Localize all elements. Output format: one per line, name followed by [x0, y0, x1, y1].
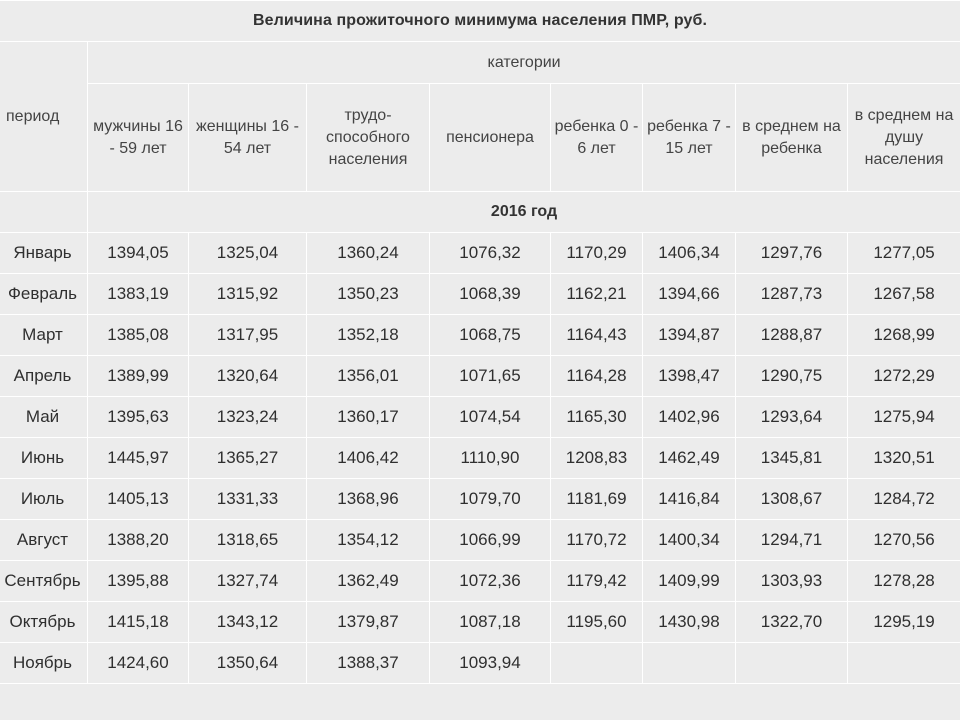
value-cell: 1071,65 — [430, 356, 551, 397]
value-cell: 1322,70 — [736, 602, 848, 643]
table-row — [0, 315, 960, 356]
value-cell: 1074,54 — [430, 397, 551, 438]
value-cell: 1352,18 — [307, 315, 430, 356]
column-header-child-7-15: ребенка 7 - 15 лет — [643, 84, 736, 192]
value-cell: 1405,13 — [88, 479, 189, 520]
value-cell: 1072,36 — [430, 561, 551, 602]
column-header-avg-child: в среднем на ребенка — [736, 84, 848, 192]
month-cell: Февраль — [0, 274, 88, 315]
year-label: 2016 год — [88, 192, 960, 233]
value-cell: 1415,18 — [88, 602, 189, 643]
value-cell: 1170,72 — [551, 520, 643, 561]
column-header-working-age: трудо-способного населения — [307, 84, 430, 192]
value-cell: 1445,97 — [88, 438, 189, 479]
value-cell: 1110,90 — [430, 438, 551, 479]
month-cell: Август — [0, 520, 88, 561]
value-cell: 1208,83 — [551, 438, 643, 479]
value-cell: 1388,37 — [307, 643, 430, 684]
month-cell: Январь — [0, 233, 88, 274]
value-cell: 1275,94 — [848, 397, 960, 438]
value-cell: 1268,99 — [848, 315, 960, 356]
value-cell: 1394,05 — [88, 233, 189, 274]
table-row — [0, 479, 960, 520]
value-cell — [736, 643, 848, 684]
value-cell: 1395,88 — [88, 561, 189, 602]
value-cell: 1462,49 — [643, 438, 736, 479]
value-cell: 1287,73 — [736, 274, 848, 315]
value-cell: 1068,75 — [430, 315, 551, 356]
value-cell: 1398,47 — [643, 356, 736, 397]
table-row — [0, 438, 960, 479]
value-cell: 1379,87 — [307, 602, 430, 643]
value-cell: 1076,32 — [430, 233, 551, 274]
value-cell: 1165,30 — [551, 397, 643, 438]
value-cell: 1087,18 — [430, 602, 551, 643]
month-cell: Июнь — [0, 438, 88, 479]
value-cell: 1365,27 — [189, 438, 307, 479]
value-cell: 1388,20 — [88, 520, 189, 561]
value-cell: 1164,28 — [551, 356, 643, 397]
value-cell: 1394,87 — [643, 315, 736, 356]
value-cell: 1272,29 — [848, 356, 960, 397]
value-cell: 1170,29 — [551, 233, 643, 274]
value-cell: 1181,69 — [551, 479, 643, 520]
value-cell: 1195,60 — [551, 602, 643, 643]
table-title: Величина прожиточного минимума населения ПМР, руб. — [0, 1, 960, 42]
column-header-women: женщины 16 - 54 лет — [189, 84, 307, 192]
value-cell: 1297,76 — [736, 233, 848, 274]
period-header: период — [0, 42, 88, 192]
value-cell: 1327,74 — [189, 561, 307, 602]
value-cell: 1354,12 — [307, 520, 430, 561]
categories-header: категории — [88, 42, 960, 84]
value-cell: 1356,01 — [307, 356, 430, 397]
value-cell: 1350,64 — [189, 643, 307, 684]
value-cell: 1395,63 — [88, 397, 189, 438]
value-cell: 1416,84 — [643, 479, 736, 520]
value-cell: 1308,67 — [736, 479, 848, 520]
value-cell: 1325,04 — [189, 233, 307, 274]
table-row — [0, 602, 960, 643]
value-cell: 1323,24 — [189, 397, 307, 438]
value-cell: 1394,66 — [643, 274, 736, 315]
table-row — [0, 356, 960, 397]
value-cell: 1066,99 — [430, 520, 551, 561]
value-cell: 1295,19 — [848, 602, 960, 643]
column-header-child-0-6: ребенка 0 - 6 лет — [551, 84, 643, 192]
value-cell: 1288,87 — [736, 315, 848, 356]
value-cell: 1179,42 — [551, 561, 643, 602]
value-cell: 1293,64 — [736, 397, 848, 438]
value-cell: 1277,05 — [848, 233, 960, 274]
value-cell: 1290,75 — [736, 356, 848, 397]
value-cell: 1389,99 — [88, 356, 189, 397]
value-cell: 1315,92 — [189, 274, 307, 315]
value-cell: 1068,39 — [430, 274, 551, 315]
value-cell: 1278,28 — [848, 561, 960, 602]
value-cell: 1406,34 — [643, 233, 736, 274]
value-cell — [848, 643, 960, 684]
value-cell: 1320,64 — [189, 356, 307, 397]
column-header-pensioner: пенсионера — [430, 84, 551, 192]
month-cell: Июль — [0, 479, 88, 520]
value-cell: 1267,58 — [848, 274, 960, 315]
value-cell: 1424,60 — [88, 643, 189, 684]
value-cell — [643, 643, 736, 684]
value-cell: 1345,81 — [736, 438, 848, 479]
value-cell: 1360,17 — [307, 397, 430, 438]
value-cell: 1317,95 — [189, 315, 307, 356]
value-cell: 1409,99 — [643, 561, 736, 602]
value-cell: 1294,71 — [736, 520, 848, 561]
table-row — [0, 520, 960, 561]
table-row — [0, 397, 960, 438]
value-cell: 1400,34 — [643, 520, 736, 561]
month-cell: Март — [0, 315, 88, 356]
value-cell: 1383,19 — [88, 274, 189, 315]
value-cell: 1406,42 — [307, 438, 430, 479]
value-cell: 1402,96 — [643, 397, 736, 438]
table-row — [0, 233, 960, 274]
value-cell: 1093,94 — [430, 643, 551, 684]
table-body — [0, 233, 960, 684]
value-cell: 1318,65 — [189, 520, 307, 561]
value-cell — [551, 643, 643, 684]
value-cell: 1350,23 — [307, 274, 430, 315]
table-row — [0, 643, 960, 684]
month-cell: Апрель — [0, 356, 88, 397]
value-cell: 1164,43 — [551, 315, 643, 356]
value-cell: 1360,24 — [307, 233, 430, 274]
month-cell: Ноябрь — [0, 643, 88, 684]
value-cell: 1270,56 — [848, 520, 960, 561]
value-cell: 1343,12 — [189, 602, 307, 643]
table-row — [0, 561, 960, 602]
year-spacer-cell — [0, 192, 88, 233]
value-cell: 1385,08 — [88, 315, 189, 356]
value-cell: 1079,70 — [430, 479, 551, 520]
month-cell: Май — [0, 397, 88, 438]
value-cell: 1331,33 — [189, 479, 307, 520]
column-header-men: мужчины 16 - 59 лет — [88, 84, 189, 192]
month-cell: Октябрь — [0, 602, 88, 643]
table-row — [0, 274, 960, 315]
value-cell: 1303,93 — [736, 561, 848, 602]
value-cell: 1162,21 — [551, 274, 643, 315]
month-cell: Сентябрь — [0, 561, 88, 602]
value-cell: 1320,51 — [848, 438, 960, 479]
value-cell: 1362,49 — [307, 561, 430, 602]
value-cell: 1284,72 — [848, 479, 960, 520]
column-header-avg-per-capita: в среднем на душу населения — [848, 84, 960, 192]
value-cell: 1368,96 — [307, 479, 430, 520]
value-cell: 1430,98 — [643, 602, 736, 643]
